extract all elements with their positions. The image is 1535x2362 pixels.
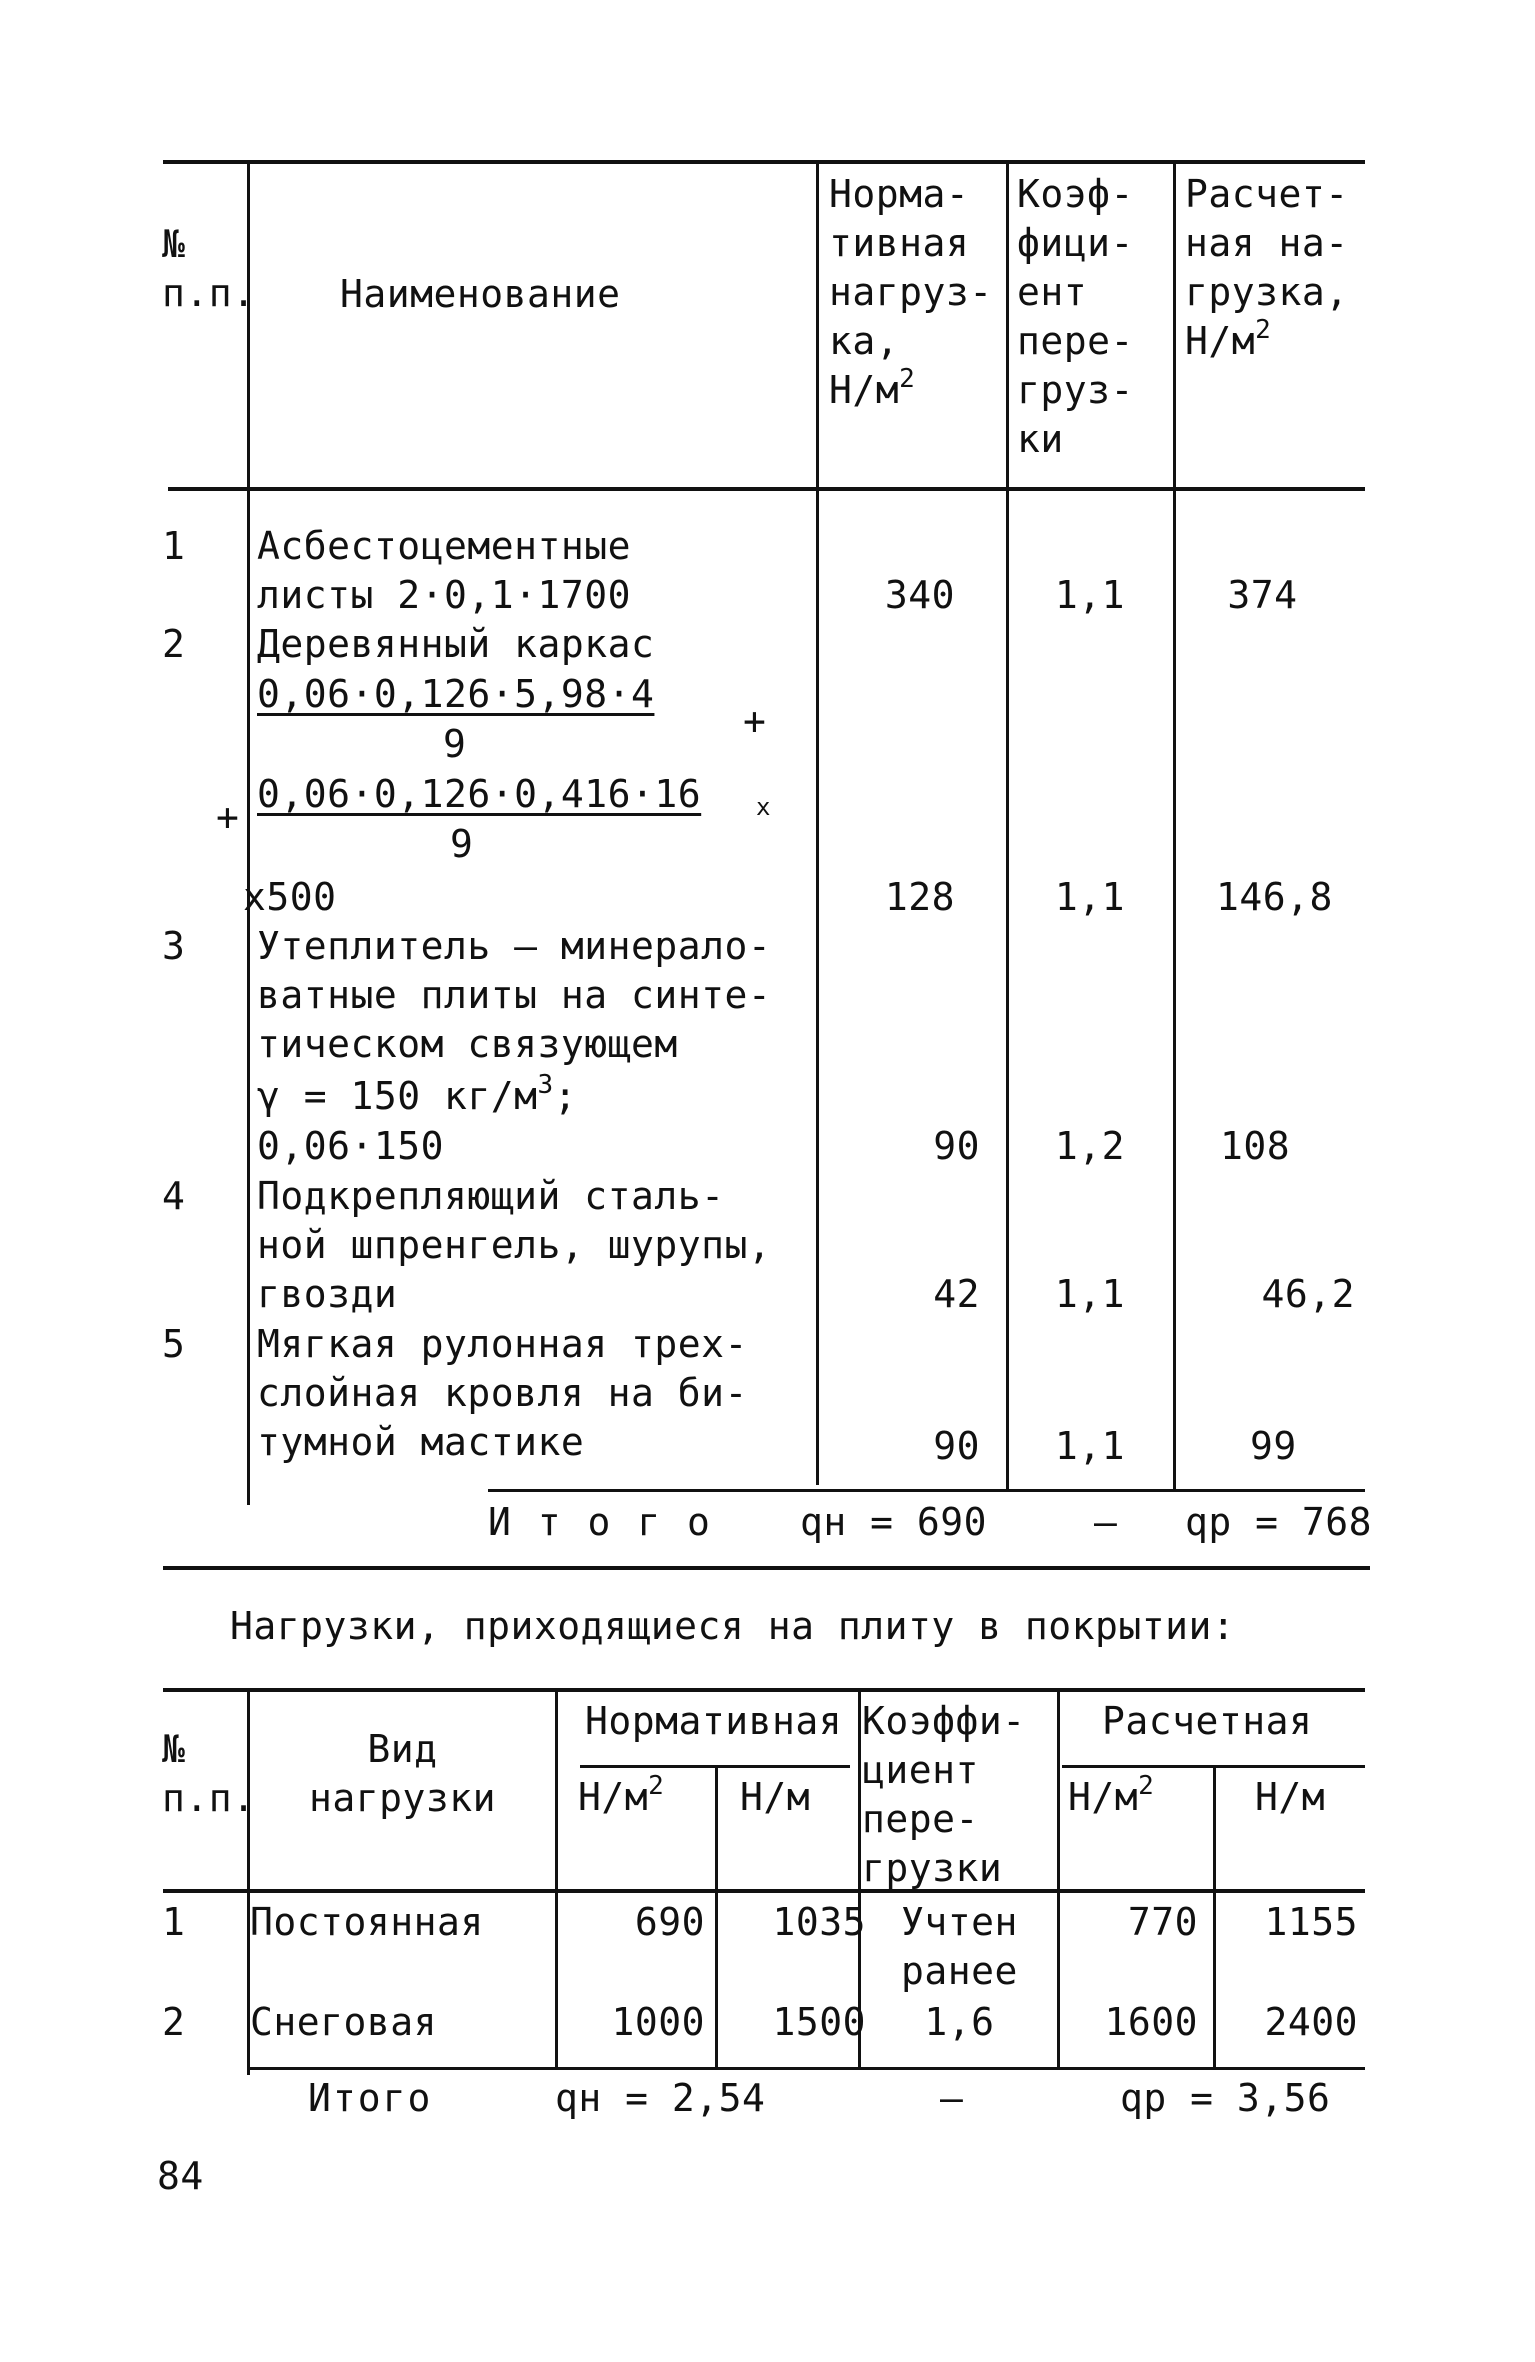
- row3-normative: 90: [933, 1124, 980, 1168]
- total-coef: –: [1094, 1500, 1118, 1544]
- t2-total-calc: qр = 3,56: [1120, 2076, 1331, 2120]
- row5-calc: 99: [1250, 1424, 1297, 1468]
- row2-fraction1-denominator: 9: [443, 722, 467, 766]
- header-normative: Норма- тивная нагруз- ка, $Н/м^2$: [829, 172, 993, 412]
- row2-plus: +: [743, 699, 767, 743]
- row2-times: x: [756, 793, 771, 821]
- table2-header-rule: [163, 1889, 1365, 1893]
- t2-header-calc-m: Н/м: [1255, 1775, 1326, 1819]
- row5-coef: 1,1: [1054, 1424, 1126, 1468]
- table2-col-rule: [555, 1690, 558, 2070]
- total-normative: qн = 690: [800, 1500, 988, 1544]
- t2-header-coef: Коэффи- циент пере- грузки: [862, 1699, 1026, 1890]
- table1-col-rule: [1006, 163, 1009, 1489]
- row2-plus-2: +: [216, 795, 240, 839]
- t2-row2-calc-m2: 1600: [1104, 2000, 1198, 2044]
- table1-col-rule: [247, 163, 250, 1505]
- row5-name: Мягкая рулонная трех- слойная кровля на би- тумной мастике: [257, 1322, 748, 1464]
- row2-coef: 1,1: [1054, 875, 1126, 919]
- t2-row2-kind: Снеговая: [250, 2000, 438, 2044]
- table1-total-rule: [488, 1489, 1365, 1492]
- row3-calc: 108: [1220, 1124, 1291, 1168]
- row4-calc: 46,2: [1261, 1272, 1355, 1316]
- row5-normative: 90: [933, 1424, 980, 1468]
- t2-row1-coef: Учтен ранее: [901, 1900, 1018, 1993]
- t2-header-calc: Расчетная: [1102, 1699, 1313, 1743]
- header-num: № п.п.: [162, 222, 256, 315]
- caption: Нагрузки, приходящиеся на плиту в покрытии:: [230, 1604, 1236, 1648]
- total-calc: qр = 768: [1185, 1500, 1373, 1544]
- t2-row2-norm-m: 1500: [772, 2000, 866, 2044]
- header-calc: Расчет- ная на- грузка, $Н/м^2$: [1185, 172, 1349, 363]
- t2-row2-coef: 1,6: [924, 2000, 995, 2044]
- row2-calc: 146,8: [1216, 875, 1333, 919]
- table2-top-rule: [163, 1688, 1365, 1692]
- row1-coef: 1,1: [1054, 573, 1126, 617]
- row2-multiplier: x500: [243, 875, 337, 919]
- t2-header-norm-m2: $Н/м^2$: [578, 1771, 665, 1819]
- t2-header-normative: Нормативная: [585, 1699, 843, 1743]
- row1-name: Асбестоцементные листы 2·0,1·1700: [257, 524, 632, 617]
- row4-name: Подкрепляющий сталь- ной шпренгель, шурупы, гвозди: [257, 1174, 772, 1316]
- row3-name: Утеплитель – минерало- ватные плиты на синте- тическом связующем: [257, 924, 772, 1066]
- row2-fraction2-denominator: 9: [450, 822, 474, 866]
- table1-header-rule: [168, 487, 1365, 491]
- row1-normative: 340: [884, 573, 955, 617]
- row2-name: Деревянный каркас: [257, 622, 655, 666]
- row2-normative: 128: [884, 875, 955, 919]
- row5-num: 5: [162, 1322, 186, 1366]
- table1-top-rule: [163, 160, 1365, 164]
- t2-row2-calc-m: 2400: [1264, 2000, 1358, 2044]
- header-coef: Коэф- фици- ент пере- груз- ки: [1017, 172, 1134, 461]
- t2-total-coef: –: [940, 2076, 964, 2120]
- row4-num: 4: [162, 1174, 186, 1218]
- row1-calc: 374: [1227, 573, 1298, 617]
- row3-density: γ = 150 $кг/м^3$;: [257, 1070, 578, 1118]
- row2-num: 2: [162, 622, 186, 666]
- row4-normative: 42: [933, 1272, 980, 1316]
- table1-col-rule: [1173, 163, 1176, 1489]
- t2-row1-kind: Постоянная: [250, 1900, 484, 1944]
- row3-coef: 1,2: [1054, 1124, 1126, 1168]
- page-number: 84: [157, 2154, 204, 2198]
- header-name: Наименование: [340, 272, 621, 316]
- row3-calc-line: 0,06·150: [257, 1124, 445, 1168]
- t2-total-label: Итого: [308, 2076, 433, 2120]
- t2-header-calc-m2: $Н/м^2$: [1068, 1771, 1155, 1819]
- row3-num: 3: [162, 924, 186, 968]
- t2-header-num: № п.п.: [162, 1727, 256, 1820]
- t2-total-normative: qн = 2,54: [555, 2076, 766, 2120]
- total-label: И т о г о: [488, 1500, 712, 1544]
- t2-row1-norm-m2: 690: [634, 1900, 705, 1944]
- t2-header-kind: Вид нагрузки: [308, 1727, 497, 1820]
- t2-row2-num: 2: [162, 2000, 186, 2044]
- row4-coef: 1,1: [1054, 1272, 1126, 1316]
- table1-col-rule: [816, 163, 819, 1485]
- t2-row1-num: 1: [162, 1900, 186, 1944]
- t2-header-norm-m: Н/м: [740, 1775, 811, 1819]
- t2-row1-calc-m2: 770: [1127, 1900, 1198, 1944]
- row1-num: 1: [162, 524, 186, 568]
- t2-row1-calc-m: 1155: [1264, 1900, 1358, 1944]
- t2-row1-norm-m: 1035: [772, 1900, 866, 1944]
- table1-bottom-rule: [163, 1566, 1370, 1570]
- t2-row2-norm-m2: 1000: [611, 2000, 705, 2044]
- table2-total-rule: [250, 2067, 1365, 2070]
- row2-fraction2-numerator: 0,06·0,126·0,416·16: [257, 772, 702, 816]
- row2-fraction1-numerator: 0,06·0,126·5,98·4: [257, 672, 655, 716]
